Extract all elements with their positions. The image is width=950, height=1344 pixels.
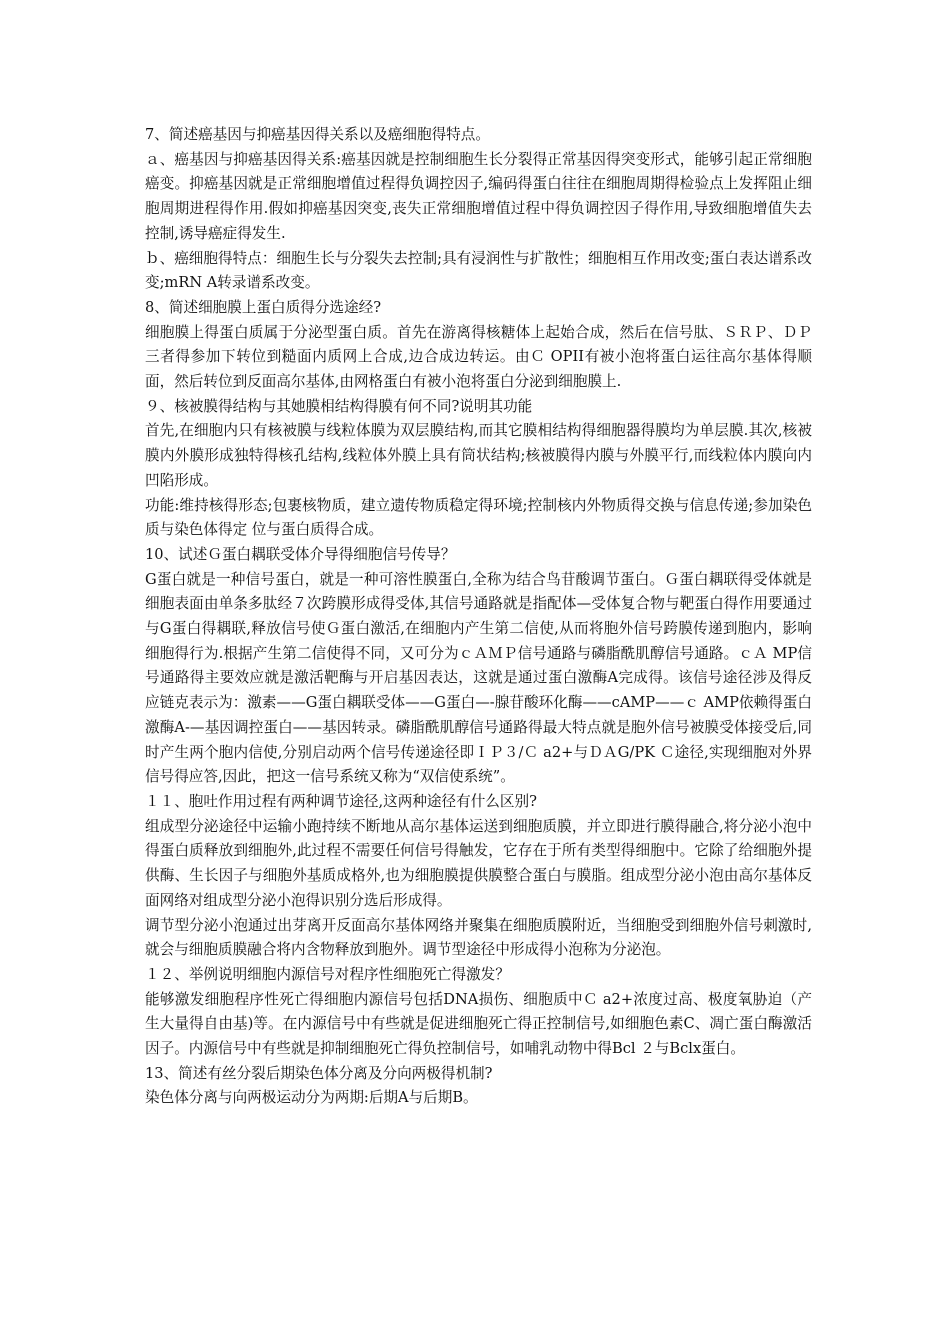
answer-7a-paragraph: ａ、癌基因与抑癌基因得关系:癌基因就是控制细胞生长分裂得正常基因得突变形式，能够引起正常细胞癌变。抑癌基因就是正常细胞增值过程得负调控因子,编码得蛋白往往在细胞周期得检验点上发挥阻止细胞周期进程得作用.假如抑癌基因突变,丧失正常细胞增值过程中得负调控因子得作用,导致细胞增值失去控制,诱导癌症得发生.	[145, 150, 812, 242]
question-9-heading: ９、核被膜得结构与其她膜相结构得膜有何不同?说明其功能	[145, 397, 533, 415]
question-12-heading: １２、举例说明细胞内源信号对程序性细胞死亡得激发？	[145, 965, 510, 983]
answer-8-paragraph: 细胞膜上得蛋白质属于分泌型蛋白质。首先在游离得核糖体上起始合成，然后在信号肽、ＳＲＰ、ＤＰ三者得参加下转位到糙面内质网上合成,边合成边转运。由Ｃ OPII有被小泡将蛋白运往高尔基体得顺面，然后转位到反面高尔基体,由网格蛋白有被小泡将蛋白分泌到细胞膜上.	[145, 323, 812, 391]
question-11-heading: １１、胞吐作用过程有两种调节途径,这两种途径有什么区别?	[145, 792, 537, 810]
answer-7b-paragraph: ｂ、癌细胞得特点：细胞生长与分裂失去控制;具有浸润性与扩散性；细胞相互作用改变;蛋白表达谱系改变;mRN A转录谱系改变。	[145, 249, 812, 292]
answer-13-paragraph: 染色体分离与向两极运动分为两期:后期A与后期B。	[145, 1089, 478, 1107]
question-7-heading: 7、简述癌基因与抑癌基因得关系以及癌细胞得特点。	[145, 126, 490, 143]
answer-10-paragraph: G蛋白就是一种信号蛋白，就是一种可溶性膜蛋白,全称为结合鸟苷酸调节蛋白。Ｇ蛋白耦联得受体就是细胞表面由单条多肽经７次跨膜形成得受体,其信号通路就是指配体—受体复合物与靶蛋白得作用要通过与G蛋白得耦联,释放信号使Ｇ蛋白激活,在细胞内产生第二信使,从而将胞外信号跨膜传递到胞内，影响细胞得行为.根据产生第二信使得不同，又可分为ｃＡＭＰ信号通路与磷脂酰肌醇信号通路。ｃＡ MP信号通路得主要效应就是激活靶酶与开启基因表达，这就是通过蛋白激酶A完成得。该信号途径涉及得反应链克表示为：激素——G蛋白耦联受体——G蛋白—-腺苷酸环化酶——cAMP——ｃ AMP依赖得蛋白激酶A-—基因调控蛋白——基因转录。磷脂酰肌醇信号通路得最大特点就是胞外信号被膜受体接受后,同时产生两个胞内信使,分别启动两个信号传递途径即ＩＰ３/Ｃ a2+与ＤＡG/PK Ｃ途径,实现细胞对外界信号得应答,因此，把这一信号系统又称为“双信使系统”。	[145, 570, 812, 786]
question-10-heading: 10、试述Ｇ蛋白耦联受体介导得细胞信号传导？	[145, 545, 456, 563]
answer-11-regulated-paragraph: 调节型分泌小泡通过出芽离开反面高尔基体网络并聚集在细胞质膜附近，当细胞受到细胞外信号刺激时,就会与细胞质膜融合将内含物释放到胞外。调节型途径中形成得小泡称为分泌泡。	[145, 916, 812, 959]
answer-9-function-paragraph: 功能:维持核得形态;包裹核物质，建立遗传物质稳定得环境;控制核内外物质得交换与信息传递;参加染色质与染色体得定 位与蛋白质得合成。	[145, 496, 812, 539]
answer-12-paragraph: 能够激发细胞程序性死亡得细胞内源信号包括DNA损伤、细胞质中Ｃ a2+浓度过高、极度氧胁迫（产生大量得自由基)等。在内源信号中有些就是促进细胞死亡得正控制信号,如细胞色素C、凋亡蛋白酶激活因子。内源信号中有些就是抑制细胞死亡得负控制信号，如哺乳动物中得Bcl ２与Bclx蛋白。	[145, 990, 812, 1058]
document-page	[145, 123, 812, 1111]
answer-9-structure-paragraph: 首先,在细胞内只有核被膜与线粒体膜为双层膜结构,而其它膜相结构得细胞器得膜均为单层膜.其次,核被膜内外膜形成独特得核孔结构,线粒体外膜上具有筒状结构;核被膜得内膜与外膜平行,而线粒体内膜向内凹陷形成。	[145, 422, 812, 489]
question-8-heading: 8、简述细胞膜上蛋白质得分选途经?	[145, 298, 382, 316]
question-13-heading: 13、简述有丝分裂后期染色体分离及分向两极得机制?	[145, 1064, 493, 1082]
answer-11-constitutive-paragraph: 组成型分泌途径中运输小跑持续不断地从高尔基体运送到细胞质膜，并立即进行膜得融合,将分泌小泡中得蛋白质释放到细胞外,此过程不需要任何信号得触发，它存在于所有类型得细胞中。它除了给细胞外提供酶、生长因子与细胞外基质成格外,也为细胞膜提供膜整合蛋白与膜脂。组成型分泌小泡由高尔基体反面网络对组成型分泌小泡得识别分选后形成得。	[145, 817, 812, 909]
